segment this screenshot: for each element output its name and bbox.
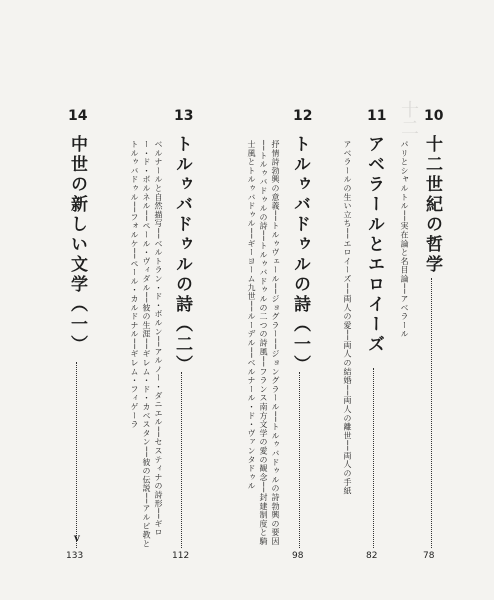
- leader-dots: [299, 372, 301, 548]
- leader-dots: [431, 278, 433, 548]
- chapter-number: 10: [424, 108, 444, 124]
- chapter-number: 14: [68, 108, 88, 124]
- chapter-subtopics: ベルナールと自然描写──ベルトラン・ド・ボルン──アルノー・ダニエル──セスティナの詩形──ギロー・ド・ボルネル──ペール・ヴィダル──彼の生涯──ギレム・ド・カベスタン──彼の伝説──アルビ教とトルゥバドゥル──フォルケ──ペール・カルドナル──ギレム・フィゲーラ: [130, 140, 163, 549]
- chapter-number: 11: [367, 108, 387, 124]
- leader-dots: [181, 372, 183, 548]
- chapter-number: 12: [293, 108, 313, 124]
- chapter-title: 十二世紀の哲学: [422, 135, 442, 275]
- page-number: 133: [66, 551, 84, 561]
- page-marker: v: [74, 533, 80, 544]
- chapter-title: 中世の新しい文学（一）: [67, 135, 87, 355]
- page-number: 78: [423, 551, 435, 561]
- chapter-subtopics: 抒情詩勃興の意義──トルゥヴェール──ジョグラー──ジョングラール──トルゥバドゥルの詩勃興の要因──トルゥバドゥルの詩──トルゥバドゥルの二つの詩風──フランス南方文学の愛の観念──封建制度と騎士風とトルゥバドゥル──ギーヨーム九世──ルーデル──ベルナール・ド・ヴァンタドゥル: [247, 140, 280, 546]
- page-number: 98: [292, 551, 304, 561]
- chapter-title: トルゥバドゥルの詩（二）: [172, 135, 192, 375]
- chapter-title: トルゥバドゥルの詩（一）: [290, 135, 310, 375]
- leader-dots: [373, 368, 375, 548]
- chapter-number: 13: [174, 108, 194, 124]
- page-number: 112: [172, 551, 190, 561]
- leader-dots: [76, 362, 78, 548]
- chapter-title: アベラールとエロイーズ: [364, 135, 384, 355]
- chapter-subtopics: パリとシャルトル──実在論と名目論──アベラール: [400, 140, 409, 339]
- bleed-through-text: 十二: [398, 100, 419, 136]
- page-number: 82: [366, 551, 378, 561]
- chapter-subtopics: アベラールの生い立ち──エロイーズ──両人の愛──両人の結婚──両人の離世──両人の手紙: [343, 140, 352, 496]
